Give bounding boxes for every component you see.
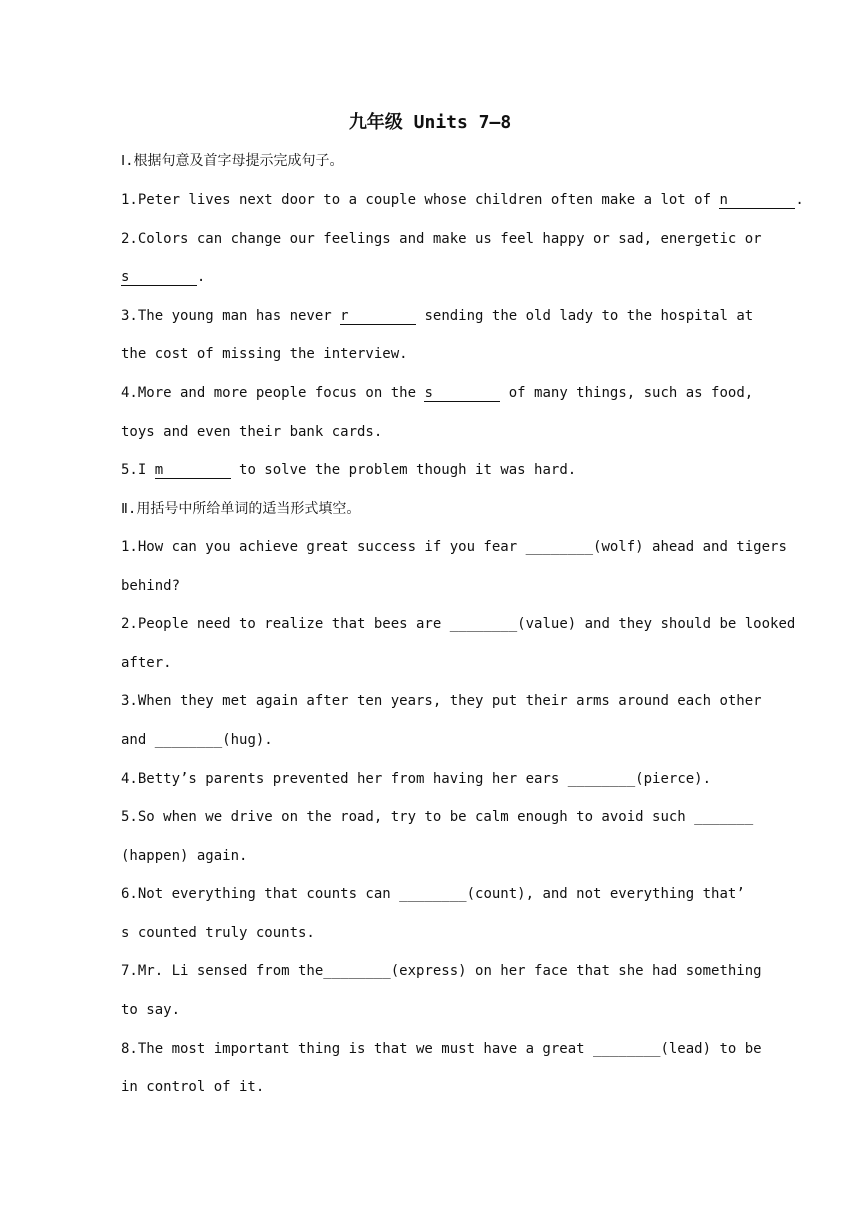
section-heading-1: Ⅰ.根据句意及首字母提示完成句子。 — [121, 153, 344, 169]
question-line: 1.Peter lives next door to a couple whose children often make a lot of n . — [121, 192, 804, 208]
answer-blank[interactable]: m — [155, 462, 231, 479]
answer-blank[interactable]: n — [719, 192, 795, 209]
answer-blank[interactable]: s — [121, 269, 197, 286]
answer-blank[interactable]: _______ — [694, 809, 754, 825]
answer-blank[interactable]: ________ — [449, 616, 518, 632]
question-line: s counted truly counts. — [121, 925, 315, 941]
question-line: to say. — [121, 1002, 181, 1018]
answer-blank[interactable]: s — [424, 385, 500, 402]
question-line: 6.Not everything that counts can ________(count), and not everything that’ — [121, 886, 745, 902]
answer-blank[interactable]: ________ — [593, 1041, 661, 1057]
question-line: 2.People need to realize that bees are ________(value) and they should be looked — [121, 616, 796, 632]
question-line: 4.More and more people focus on the s of many things, such as food, — [121, 385, 754, 401]
section-heading-2: Ⅱ.用括号中所给单词的适当形式填空。 — [121, 501, 361, 517]
question-line: toys and even their bank cards. — [121, 424, 383, 440]
question-line: 5.So when we drive on the road, try to be calm enough to avoid such _______ — [121, 809, 754, 825]
question-line: 3.When they met again after ten years, they put their arms around each other — [121, 693, 762, 709]
question-line: 7.Mr. Li sensed from the________(express) on her face that she had something — [121, 963, 762, 979]
question-line: 3.The young man has never r sending the old lady to the hospital at — [121, 308, 754, 324]
answer-blank[interactable]: ________ — [525, 539, 594, 555]
answer-blank[interactable]: r — [340, 308, 416, 325]
page-title: 九年级 Units 7—8 — [348, 112, 512, 133]
question-line: the cost of missing the interview. — [121, 346, 408, 362]
question-line: behind? — [121, 578, 181, 594]
question-line: 4.Betty’s parents prevented her from having her ears ________(pierce). — [121, 771, 712, 787]
question-line: (happen) again. — [121, 848, 248, 864]
question-line: 2.Colors can change our feelings and make us feel happy or sad, energetic or — [121, 231, 762, 247]
answer-blank[interactable]: ________ — [567, 771, 636, 787]
answer-blank[interactable]: ________ — [154, 732, 223, 748]
question-line: 5.I m to solve the problem though it was hard. — [121, 462, 577, 478]
answer-blank[interactable]: ________ — [399, 886, 467, 902]
question-line: in control of it. — [121, 1079, 265, 1095]
answer-blank[interactable]: ________ — [323, 963, 391, 979]
question-line: s . — [121, 269, 206, 285]
question-line: 8.The most important thing is that we must have a great ________(lead) to be — [121, 1041, 762, 1057]
question-line: and ________(hug). — [121, 732, 273, 748]
question-line: after. — [121, 655, 172, 671]
question-line: 1.How can you achieve great success if you fear ________(wolf) ahead and tigers — [121, 539, 787, 555]
